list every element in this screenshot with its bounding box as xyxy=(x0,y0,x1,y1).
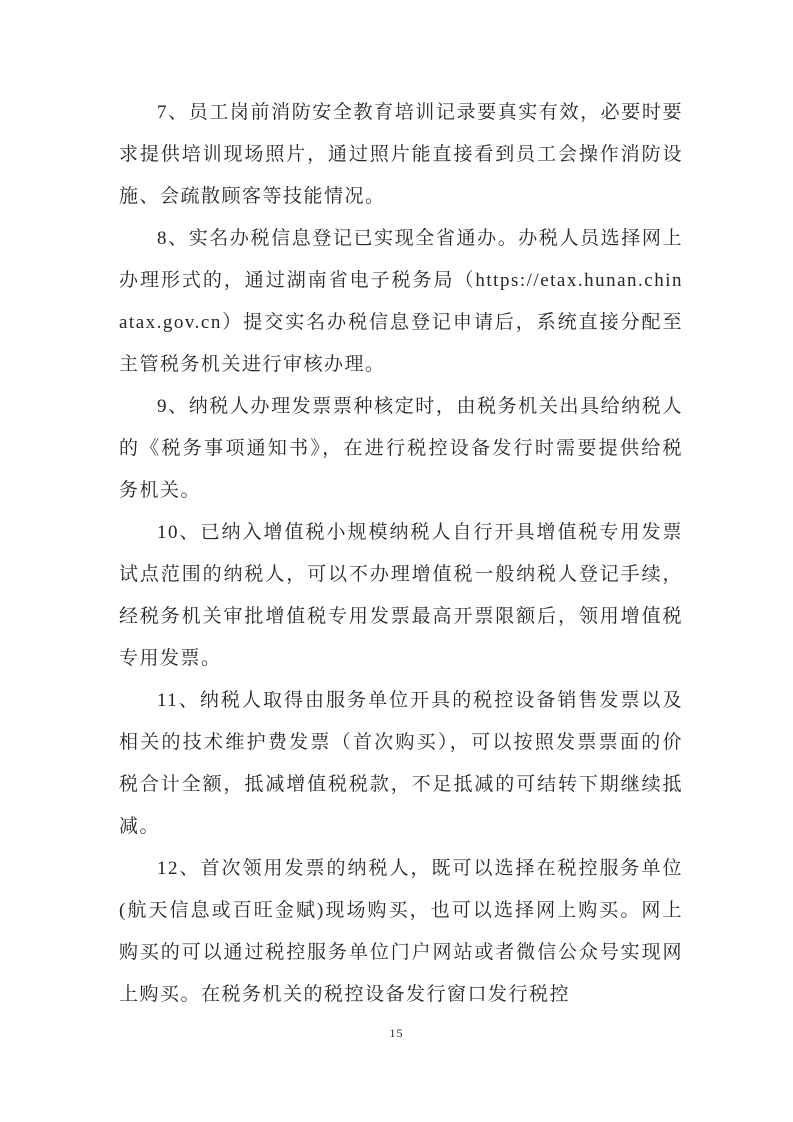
paragraph-11: 11、纳税人取得由服务单位开具的税控设备销售发票以及相关的技术维护费发票（首次购买），可以按照发票票面的价税合计全额，抵减增值税税款，不足抵减的可结转下期继续抵减。 xyxy=(119,690,683,837)
paragraph-12: 12、首次领用发票的纳税人，既可以选择在税控服务单位(航天信息或百旺金赋)现场购买，也可以选择网上购买。网上购买的可以通过税控服务单位门户网站或者微信公众号实现网上购买。在税务机关的税控设备发行窗口发行税控 xyxy=(119,858,683,1005)
paragraph-9: 9、纳税人办理发票票种核定时，由税务机关出具给纳税人的《税务事项通知书》，在进行税控设备发行时需要提供给税务机关。 xyxy=(119,396,683,501)
page-number: 15 xyxy=(389,1026,404,1040)
paragraph-8: 8、实名办税信息登记已实现全省通办。办税人员选择网上办理形式的，通过湖南省电子税务局（https://etax.hunan.chinatax.gov.cn）提交实名办税信息登记申请后，系统直接分配至主管税务机关进行审核办理。 xyxy=(119,228,683,375)
paragraph-7: 7、员工岗前消防安全教育培训记录要真实有效，必要时要求提供培训现场照片，通过照片能直接看到员工会操作消防设施、会疏散顾客等技能情况。 xyxy=(119,102,683,207)
paragraph-10: 10、已纳入增值税小规模纳税人自行开具增值税专用发票试点范围的纳税人，可以不办理增值税一般纳税人登记手续，经税务机关审批增值税专用发票最高开票限额后，领用增值税专用发票。 xyxy=(119,522,683,669)
document-body xyxy=(119,92,683,1016)
